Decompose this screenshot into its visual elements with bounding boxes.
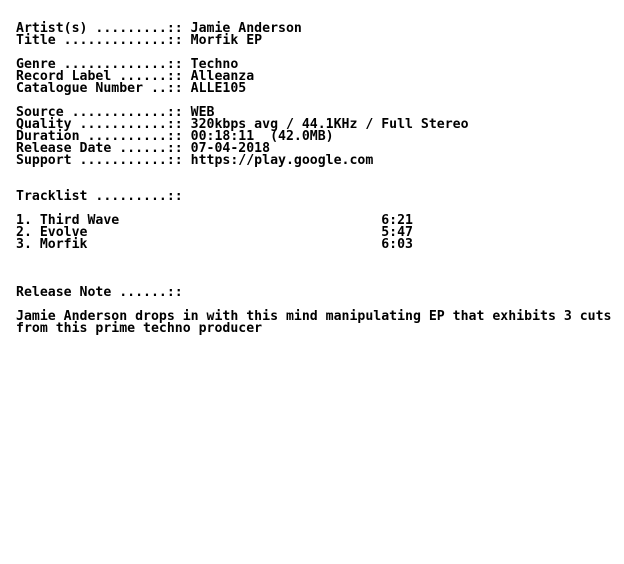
tracklist-heading: Tracklist .........:: bbox=[16, 189, 183, 204]
nfo-text-document bbox=[16, 23, 611, 335]
title-line: Title .............:: Morfik EP bbox=[16, 33, 263, 48]
genre-line: Genre .............:: Techno bbox=[16, 57, 239, 72]
source-line: Source ............:: WEB bbox=[16, 105, 215, 120]
release-note-heading: Release Note ......:: bbox=[16, 285, 183, 300]
track-row: 3. Morfik 6:03 bbox=[16, 237, 413, 252]
spacer bbox=[16, 263, 611, 275]
release-note-line: from this prime techno producer bbox=[16, 321, 263, 336]
quality-line: Quality ...........:: 320kbps avg / 44.1KHz / Full Stereo bbox=[16, 117, 469, 132]
support-line: Support ...........:: https://play.google.com bbox=[16, 153, 374, 168]
spacer bbox=[16, 167, 611, 179]
catalogue-number-line: Catalogue Number ..:: ALLE105 bbox=[16, 81, 247, 96]
track-row: 1. Third Wave 6:21 bbox=[16, 213, 413, 228]
release-date-line: Release Date ......:: 07-04-2018 bbox=[16, 141, 271, 156]
track-row: 2. Evolve 5:47 bbox=[16, 225, 413, 240]
release-note-line: Jamie Anderson drops in with this mind manipulating EP that exhibits 3 cuts bbox=[16, 309, 612, 324]
artist-line: Artist(s) .........:: Jamie Anderson bbox=[16, 21, 302, 36]
spacer bbox=[16, 251, 611, 263]
duration-line: Duration ..........:: 00:18:11 (42.0MB) bbox=[16, 129, 334, 144]
record-label-line: Record Label ......:: Alleanza bbox=[16, 69, 255, 84]
